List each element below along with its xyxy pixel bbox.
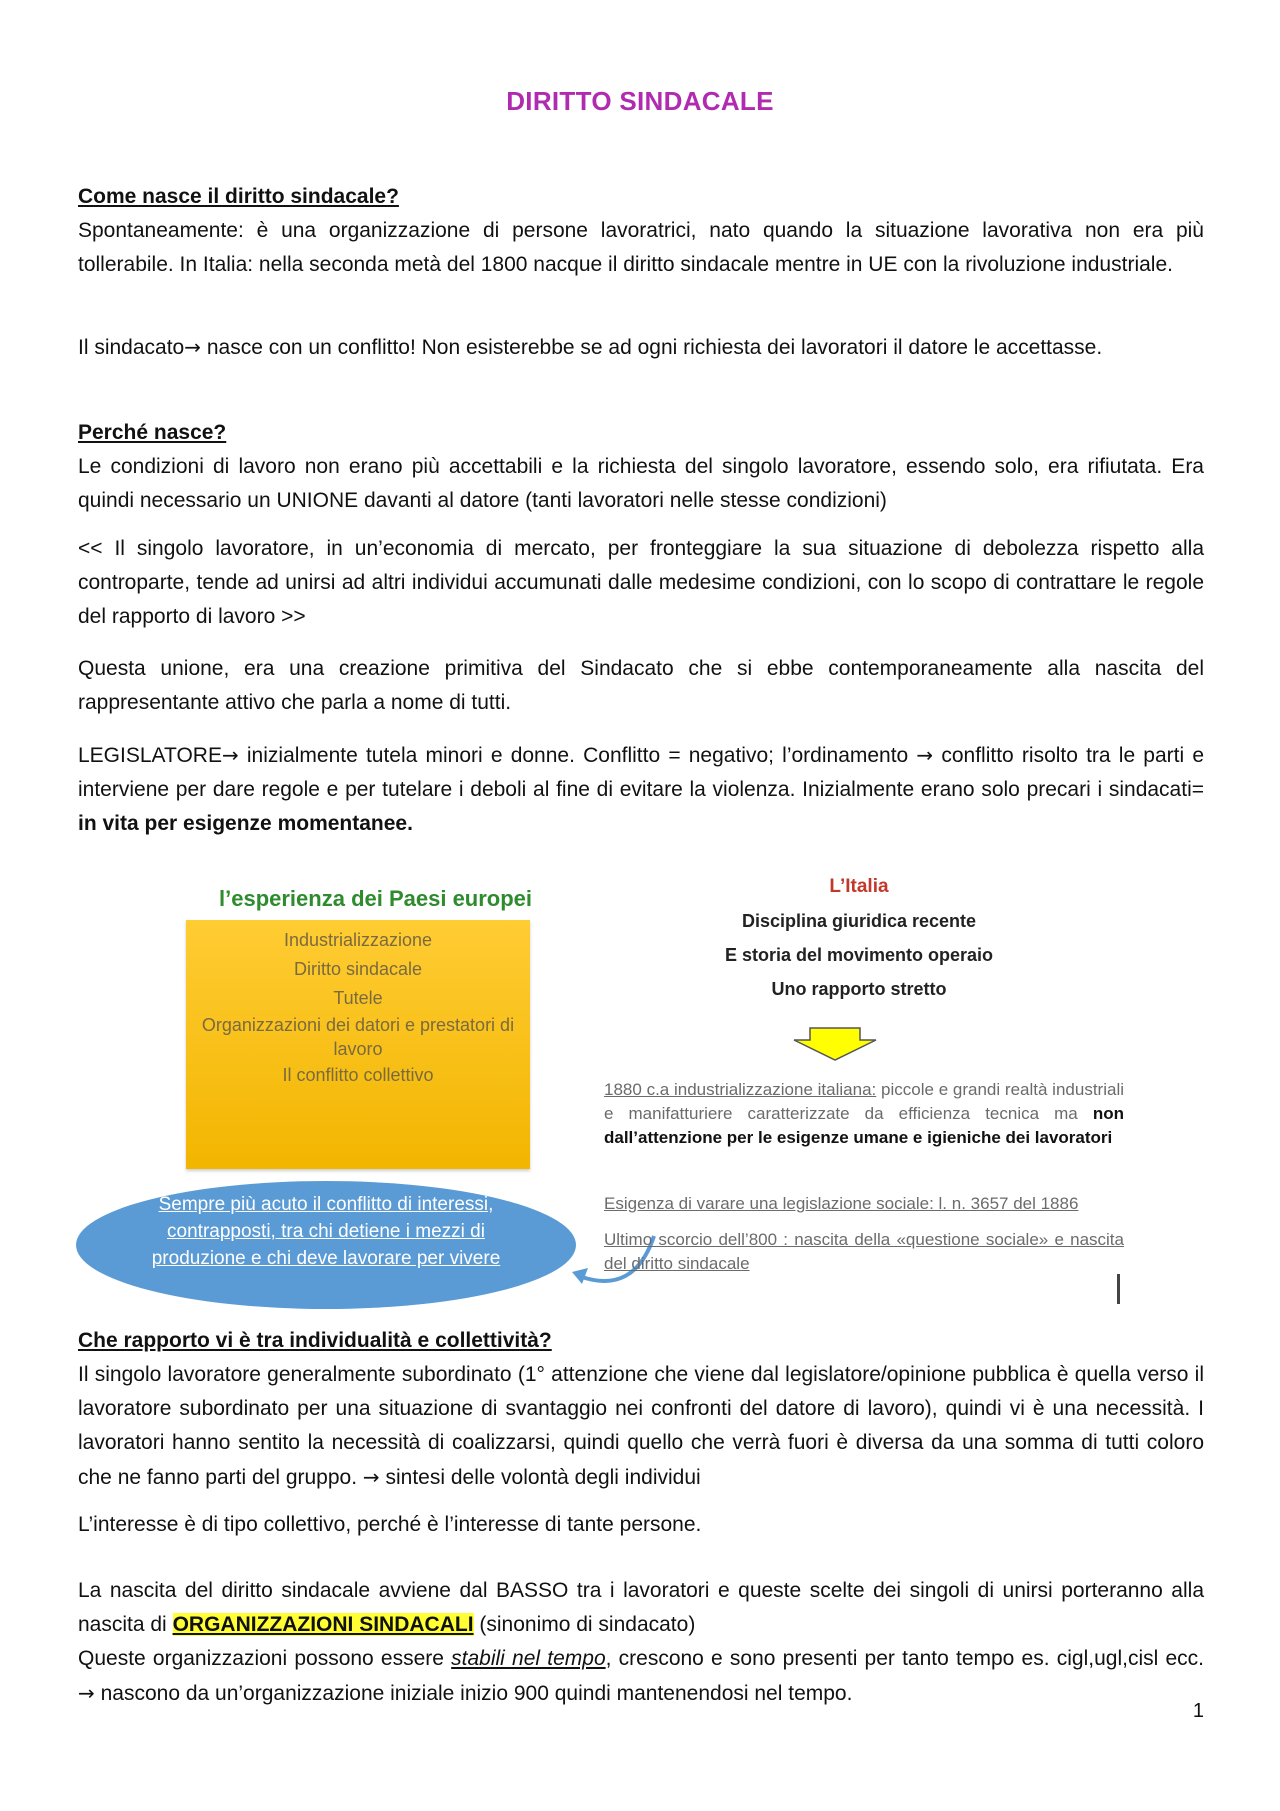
arrow-icon: → [362,1465,380,1489]
figure-text-legislazione: Esigenza di varare una legislazione sociale: l. n. 3657 del 1886 [604,1194,1079,1213]
blue-ellipse [76,1181,576,1309]
text-span: sintesi delle volontà degli individui [379,1466,701,1489]
arrow-icon: → [221,743,239,767]
section-rapporto [78,1324,1204,1495]
page-title: DIRITTO SINDACALE [506,86,774,116]
bold-text: non dall’attenzione per le esigenze umane e igieniche dei lavoratori [604,1104,1124,1147]
paragraph-legislatore [78,738,1204,841]
paragraph: Spontaneamente: è una organizzazione di persone lavoratrici, nato quando la situazione lavorativa non era più tollerabile. In Italia: nella seconda metà del 1800 nacque il diritto sindacale mentre in UE con la rivoluzione industriale. [78,219,1204,276]
down-arrow-icon [792,1026,878,1062]
section-heading: Come nasce il diritto sindacale? [78,185,399,208]
text-span: (sinonimo di sindacato) [473,1613,696,1636]
highlighted-text: ORGANIZZAZIONI SINDACALI [172,1613,474,1636]
italia-line: E storia del movimento operaio [724,945,994,965]
arrow-icon: → [78,1681,95,1705]
italic-underlined-text: stabili nel tempo [451,1647,606,1670]
text-span: , crescono e sono presenti per tanto tempo es. cigl,ugl,cisl ecc. [605,1647,1204,1670]
section-heading: Che rapporto vi è tra individualità e collettività? [78,1329,552,1352]
text-span: inizialmente tutela minori e donne. Conflitto = negativo; l’ordinamento [238,744,917,767]
yellow-box [186,920,530,1169]
figure-text-1880 [604,1078,1124,1150]
paragraph: Questa unione, era una creazione primitiva del Sindacato che si ebbe contemporaneamente alla nascita del rappresentante attivo che parla a nome di tutti. [78,657,1204,714]
page-number: 1 [1192,1700,1204,1722]
section-come-nasce [78,180,1204,282]
paragraph [78,1358,1204,1495]
arrow-icon: → [184,335,201,359]
bold-text: in vita per esigenze momentanee. [78,812,413,835]
text-span: Il sindacato [78,336,185,359]
text-span: Queste organizzazioni possono essere [78,1647,452,1670]
paragraph-nascita [78,1574,1204,1711]
box-item: Il conflitto collettivo [282,1065,434,1085]
text-span: La nascita del diritto sindacale avviene dal BASSO tra i lavoratori e queste scelte dei singoli di unirsi porteranno alla nascita di [78,1579,1204,1636]
text-span: piccole e grandi realtà industriali e manifatturiere caratterizzate da efficienza tecnica ma [604,1080,1124,1123]
text-span: nascono da un’organizzazione iniziale inizio 900 quindi mantenendosi nel tempo. [94,1682,853,1705]
figure-right-header [594,870,1124,1006]
text-span: Il singolo lavoratore generalmente subordinato (1° attenzione che viene dal legislatore/opinione pubblica è quella verso il lavoratore subordinato per una situazione di svantaggio nei confronti del datore di lavoro), quindi vi è una necessità. I lavoratori hanno sentito la necessità di coalizzarsi, quindi quello che verrà fuori è diversa da una somma di tutti coloro che ne fanno parti del gruppo. [78,1363,1204,1489]
italia-title: L’Italia [829,876,889,897]
box-item: Tutele [333,988,383,1008]
text-span: LEGISLATORE [78,744,222,767]
figure-text-questione: Ultimo scorcio dell’800 : nascita della «questione sociale» e nascita del diritto sindacale [604,1230,1124,1273]
text-span: nasce con un conflitto! Non esisterebbe se ad ogni richiesta dei lavoratori il datore le accettasse. [201,336,1103,359]
section-heading: Perché nasce? [78,421,227,444]
arrow-icon: → [916,743,934,767]
paragraph: L’interesse è di tipo collettivo, perché è l’interesse di tante persone. [78,1513,702,1536]
figure-left-title: l’esperienza dei Paesi europei [219,886,533,911]
italia-line: Disciplina giuridica recente [741,911,977,931]
ellipse-text: Sempre più acuto il conflitto di interessi, contrapposti, tra chi detiene i mezzi di produzione e chi deve lavorare per vivere [151,1194,501,1269]
quote-paragraph: << Il singolo lavoratore, in un’economia di mercato, per fronteggiare la sua situazione di debolezza rispetto alla controparte, tende ad unirsi ad altri individui accumunati dalle medesime condizioni, con lo scopo di contrattare le regole del rapporto di lavoro >> [78,537,1204,628]
box-item: Diritto sindacale [293,959,423,979]
text-span: conflitto risolto tra le parti e interviene per dare regole e per tutelare i deboli al fine di evitare la violenza. Inizialmente erano solo precari i sindacati= [78,744,1205,801]
slide-figure [74,856,1124,1316]
italia-line: Uno rapporto stretto [771,979,947,999]
box-item: Industrializzazione [283,930,433,950]
section-perche-nasce [78,416,1204,518]
vertical-bar [1117,1274,1120,1304]
paragraph: Le condizioni di lavoro non erano più accettabili e la richiesta del singolo lavoratore, essendo solo, era rifiutata. Era quindi necessario un UNIONE davanti al datore (tanti lavoratori nelle stesse condizioni) [78,455,1204,512]
box-item: Organizzazioni dei datori e prestatori di lavoro [201,1015,515,1059]
underlined-text: 1880 c.a industrializzazione italiana: [604,1080,877,1099]
paragraph-sindacato [78,330,1204,365]
